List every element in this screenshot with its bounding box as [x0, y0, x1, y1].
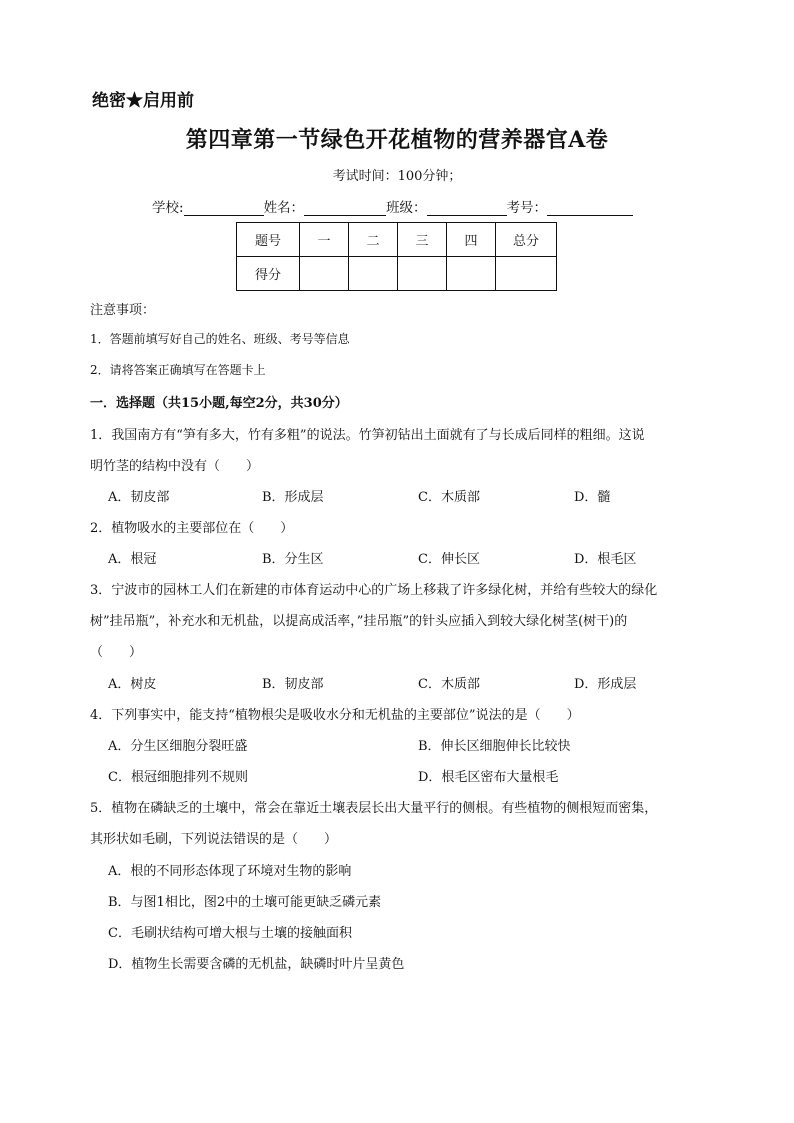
- class-label: 班级：: [386, 200, 427, 216]
- number-blank[interactable]: [547, 200, 633, 216]
- question-text: 明竹茎的结构中没有（ ）: [90, 459, 260, 474]
- option[interactable]: B．韧皮部: [262, 677, 324, 692]
- page-title: 第四章第一节绿色开花植物的营养器官A卷: [185, 127, 609, 153]
- option[interactable]: A．分生区细胞分裂旺盛: [108, 739, 248, 754]
- option[interactable]: D．形成层: [574, 677, 637, 692]
- notes-item: 1．答题前填写好自己的姓名、班级、考号等信息: [90, 332, 350, 346]
- score-table-header: 一: [300, 223, 349, 257]
- score-table: [236, 222, 557, 291]
- option[interactable]: C．木质部: [418, 490, 480, 505]
- score-cell[interactable]: [398, 257, 447, 291]
- notes-title: 注意事项：: [90, 303, 156, 318]
- question-text: 1．我国南方有“笋有多大，竹有多粗”的说法。竹笋初钻出土面就有了与长成后同样的粗细。这说: [90, 428, 645, 443]
- option[interactable]: A．树皮: [108, 677, 157, 692]
- score-cell[interactable]: [496, 257, 557, 291]
- option[interactable]: A．根的不同形态体现了环境对生物的影响: [108, 864, 352, 879]
- question-text: 3．宁波市的园林工人们在新建的市体育运动中心的广场上移栽了许多绿化树，并给有些较大的绿化: [90, 583, 658, 598]
- option[interactable]: D．髓: [574, 490, 611, 505]
- score-cell[interactable]: [349, 257, 398, 291]
- score-table-header-row: [237, 223, 557, 257]
- name-blank[interactable]: [304, 200, 386, 216]
- confidential-mark: 绝密★启用前: [92, 91, 194, 111]
- question-text: 其形状如毛刷，下列说法错误的是（ ）: [90, 832, 338, 847]
- school-label: 学校:: [152, 200, 184, 216]
- question-text: 树”挂吊瓶”，补充水和无机盐，以提高成活率，”挂吊瓶”的针头应插入到较大绿化树茎(树干)的: [90, 614, 628, 629]
- option[interactable]: B．与图1相比，图2中的土壤可能更缺乏磷元素: [108, 895, 382, 910]
- question-text: （ ）: [90, 645, 143, 660]
- question-text: 4．下列事实中，能支持“植物根尖是吸收水分和无机盐的主要部位”说法的是（ ）: [90, 708, 580, 723]
- option[interactable]: C．木质部: [418, 677, 480, 692]
- score-table-header: 四: [447, 223, 496, 257]
- score-table-header: 总分: [496, 223, 557, 257]
- class-blank[interactable]: [427, 200, 507, 216]
- score-cell[interactable]: [447, 257, 496, 291]
- option[interactable]: B．伸长区细胞伸长比较快: [418, 739, 571, 754]
- student-info-row: [152, 196, 633, 216]
- option[interactable]: A．根冠: [108, 552, 157, 567]
- section-heading: 一．选择题（共15小题,每空2分，共30分）: [90, 396, 348, 411]
- option[interactable]: C．伸长区: [418, 552, 480, 567]
- exam-time: 考试时间：100分钟；: [332, 169, 462, 184]
- score-row-label: 得分: [237, 257, 300, 291]
- number-label: 考号：: [506, 200, 548, 216]
- question-text: 2．植物吸水的主要部位在（ ）: [90, 521, 294, 536]
- score-table-header: 题号: [237, 223, 300, 257]
- score-table-header: 二: [349, 223, 398, 257]
- option[interactable]: B．形成层: [262, 490, 324, 505]
- option[interactable]: D．植物生长需要含磷的无机盐，缺磷时叶片呈黄色: [108, 957, 405, 972]
- score-table-score-row: [237, 257, 557, 291]
- option[interactable]: C．毛刷状结构可增大根与土壤的接触面积: [108, 926, 352, 941]
- score-cell[interactable]: [300, 257, 349, 291]
- option[interactable]: D．根毛区: [574, 552, 637, 567]
- option[interactable]: B．分生区: [262, 552, 324, 567]
- notes-item: 2．请将答案正确填写在答题卡上: [90, 363, 266, 377]
- school-blank[interactable]: [184, 200, 264, 216]
- score-table-header: 三: [398, 223, 447, 257]
- question-text: 5．植物在磷缺乏的土壤中，常会在靠近土壤表层长出大量平行的侧根。有些植物的侧根短而密集，: [90, 801, 658, 816]
- option[interactable]: D．根毛区密布大量根毛: [418, 770, 559, 785]
- name-label: 姓名：: [263, 200, 305, 216]
- option[interactable]: A．韧皮部: [108, 490, 170, 505]
- option[interactable]: C．根冠细胞排列不规则: [108, 770, 248, 785]
